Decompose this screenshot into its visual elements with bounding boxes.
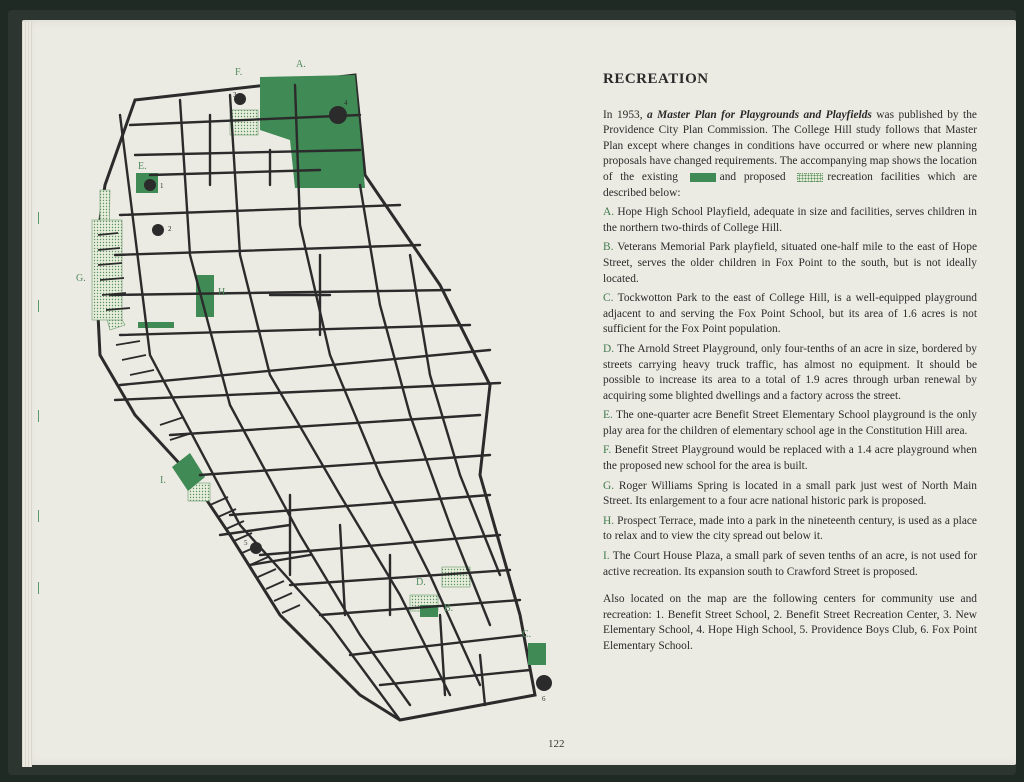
map-label-h: H.: [218, 287, 228, 298]
margin-mark: [38, 300, 39, 312]
proposed-area-f: [230, 110, 258, 135]
item-text-a: Hope High School Playfield, adequate in size and facilities, serves children in the northern two-thirds of College Hill.: [603, 206, 977, 234]
item-paragraph-e: [603, 408, 977, 439]
item-text-d: The Arnold Street Playground, only four-tenths of an acre in size, bordered by streets carrying heavy truck traffic, has almost no equipment. It should be possible to increase its area to a total of 1.9 acres through urban renewal by acquiring some blighted dwellings and a factory across the street.: [603, 342, 977, 402]
page-stack-edge: [22, 22, 32, 767]
item-text-f: Benefit Street Playground would be replaced with a 1.4 acre playground when the proposed new school for the area is built.: [603, 444, 977, 473]
map-label-i: I.: [160, 475, 166, 486]
item-paragraph-h: [603, 514, 977, 545]
map-label-g: G.: [76, 273, 86, 284]
center-5-dot: [250, 542, 262, 554]
map-label-c: C.: [522, 629, 532, 640]
item-paragraph-a: [603, 205, 977, 236]
existing-area-g-strip: [138, 322, 174, 328]
margin-mark: [38, 582, 39, 594]
college-hill-recreation-map: [60, 55, 580, 735]
item-letter-h: H.: [603, 514, 615, 527]
item-paragraph-d: [603, 342, 977, 404]
map-label-e: E.: [138, 161, 147, 172]
item-letter-a: A.: [603, 206, 615, 219]
map-label-a: A.: [296, 59, 306, 70]
item-text-h: Prospect Terrace, made into a park in the nineteenth century, is used as a place to relax and to view the city spread out below it.: [603, 514, 977, 543]
center-number-5: 5: [244, 539, 248, 547]
item-paragraph-i: [603, 549, 977, 580]
intro-and-text: and proposed: [719, 170, 786, 183]
page-heading: RECREATION: [603, 71, 709, 87]
margin-mark: [38, 212, 39, 224]
center-number-6: 6: [542, 695, 546, 703]
page-number: 122: [548, 738, 565, 750]
center-2-dot: [152, 224, 164, 236]
map-label-f: F.: [235, 67, 243, 78]
existing-area-c: [528, 643, 546, 665]
center-1-dot: [144, 179, 156, 191]
existing-facility-swatch: [690, 173, 716, 182]
item-text-g: Roger Williams Spring is located in a small park just west of North Main Street. Its enlargement to a four acre national historic park is proposed.: [603, 479, 977, 508]
intro-paragraph: [603, 108, 977, 202]
intro-before-title: In 1953,: [603, 108, 648, 121]
plan-title: a Master Plan for Playgrounds and Playfields: [647, 108, 872, 121]
proposed-facility-swatch: [797, 173, 823, 182]
center-number-2: 2: [168, 225, 172, 233]
center-number-1: 1: [160, 182, 164, 190]
item-paragraph-f: [603, 443, 977, 474]
item-letter-d: D.: [603, 342, 615, 355]
margin-mark: [38, 510, 39, 522]
item-paragraph-b: [603, 240, 977, 287]
item-text-b: Veterans Memorial Park playfield, situated one-half mile to the east of Hope Street, serves the older children in Fox Point to the south, but is not ideally located.: [603, 241, 977, 285]
map-label-d: D.: [416, 577, 426, 588]
map-label-b: B.: [444, 603, 454, 614]
item-text-c: Tockwotton Park to the east of College Hill, is a well-equipped playground adjacent to and serving the Fox Point School, but its area of 1.6 acres is not sufficient for the Fox Point population.: [603, 292, 977, 336]
center-6-dot: [536, 675, 552, 691]
item-letter-g: G.: [603, 479, 615, 492]
item-letter-e: E.: [603, 409, 613, 422]
item-text-i: The Court House Plaza, a small park of seven tenths of an acre, is not used for active recreation. Its expansion south to Crawford Street is proposed.: [603, 550, 977, 578]
recreation-text-column: [603, 72, 977, 659]
item-paragraph-c: [603, 291, 977, 338]
item-letter-f: F.: [603, 444, 612, 457]
item-text-e: The one-quarter acre Benefit Street Elementary School playground is the only play area for the children of elementary school age in the Constitution Hill area.: [603, 409, 977, 437]
item-letter-c: C.: [603, 292, 614, 305]
closing-paragraph: Also located on the map are the following centers for community use and recreation: 1. Benefit Street School, 2. Benefit Street Recreation Center, 3. New Elementary School, 4. Hope High School, 5. Providence Boys Club, 6. Fox Point Elementary School.: [603, 593, 977, 652]
intro-after-legend: recreation facilities which are described below:: [603, 170, 978, 199]
center-number-4: 4: [344, 99, 348, 107]
item-letter-b: B.: [603, 241, 614, 254]
center-4-dot: [329, 106, 347, 124]
center-number-3: 3: [233, 91, 237, 99]
margin-mark: [38, 410, 39, 422]
proposed-area-d: [442, 567, 470, 587]
item-letter-i: I.: [603, 550, 610, 563]
intro-after-title: was published by the Providence City Plan Commission. The College Hill study follows that Master Plan except where changes in conditions have occurred or where new planning proposals have changed requirements. The accompanying map shows the location of the existing: [603, 108, 977, 183]
item-paragraph-g: [603, 479, 977, 510]
